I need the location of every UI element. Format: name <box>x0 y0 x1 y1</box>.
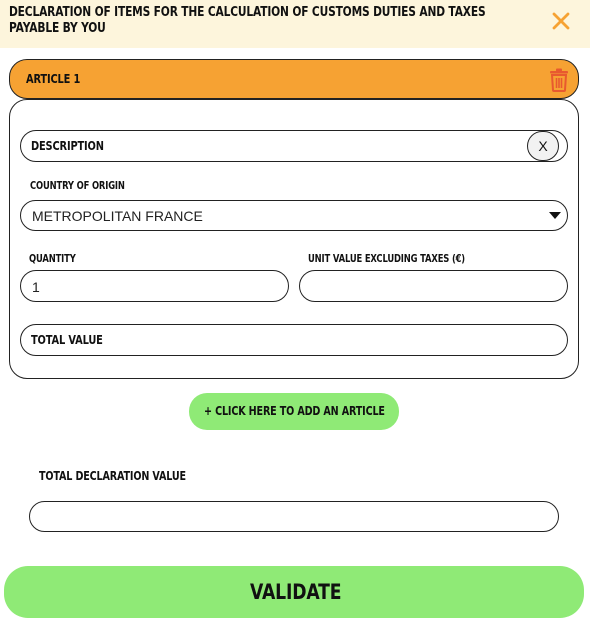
clear-description-button[interactable]: X <box>527 131 559 161</box>
quantity-input[interactable] <box>20 270 289 302</box>
add-article-label: + CLICK HERE TO ADD AN ARTICLE <box>204 404 385 418</box>
country-select[interactable] <box>20 200 568 231</box>
dialog-header <box>0 0 590 48</box>
quantity-label: QUANTITY <box>29 253 76 265</box>
dialog-title-line-2: PAYABLE BY YOU <box>9 21 106 36</box>
total-value-placeholder: TOTAL VALUE <box>31 333 103 347</box>
validate-button[interactable] <box>4 566 584 618</box>
article-title: ARTICLE 1 <box>26 72 81 86</box>
total-declaration-label: TOTAL DECLARATION VALUE <box>39 469 186 483</box>
trash-icon[interactable] <box>548 68 570 92</box>
article-header[interactable] <box>9 59 579 99</box>
add-article-button[interactable] <box>189 393 399 430</box>
unit-value-label: UNIT VALUE EXCLUDING TAXES (€) <box>308 253 465 265</box>
dialog-title-line-1: DECLARATION OF ITEMS FOR THE CALCULATION OF CUSTOMS DUTIES AND TAXES <box>9 5 486 20</box>
description-input[interactable] <box>20 130 568 162</box>
unit-value-input[interactable] <box>299 270 568 302</box>
close-icon[interactable] <box>549 9 573 33</box>
total-value-input[interactable] <box>20 324 568 356</box>
dialog-title <box>9 5 529 37</box>
description-placeholder: DESCRIPTION <box>31 139 104 153</box>
total-declaration-input[interactable] <box>29 501 559 532</box>
country-label: COUNTRY OF ORIGIN <box>30 180 125 192</box>
chevron-down-icon[interactable] <box>549 212 561 219</box>
validate-label: VALIDATE <box>250 580 342 604</box>
country-value: METROPOLITAN FRANCE <box>32 208 203 224</box>
quantity-value: 1 <box>32 279 40 295</box>
